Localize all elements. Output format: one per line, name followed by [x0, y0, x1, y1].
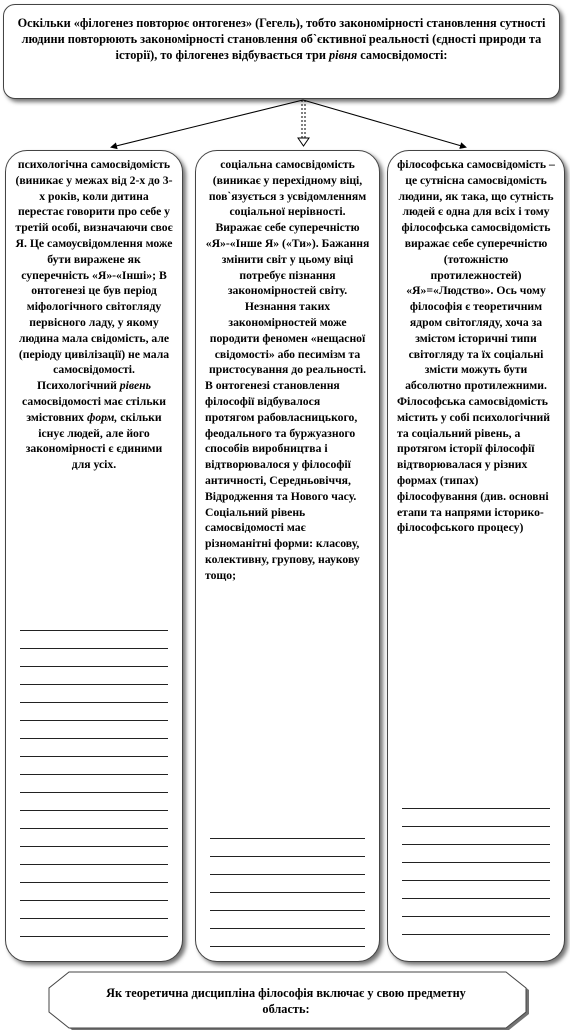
subject-area-box — [42, 968, 530, 1030]
intro-box — [3, 4, 560, 99]
blank-lines — [20, 613, 168, 937]
philosophical-text-2: Філософська самосвідомість містить у собі психологічний та соціальний рівень, а протягом історії філософії відтворювалася у різних формах (типах) філософування (див. основні етапи та напрями історико-філософського процесу) — [397, 394, 551, 535]
social-text-2: В онтогенезі становлення філософії відбувалося протягом рабовласницького, феодального та буржуазного способів виробництва і відтворювалося у філософії античності, Середньовіччя, Відродження та Нового часу. Соціальний рівень самосвідомості має різноманітні форми: класову, колективну, групову, наукову тощо; — [205, 379, 360, 582]
social-title: соціальна самосвідомість — [220, 158, 355, 171]
philosophical-title: філософська самосвідомість — [397, 158, 547, 171]
subject-area-text: Як теоретична дисципліна філософія включає у свою предметну область: — [106, 986, 466, 1016]
intro-text: Оскільки «філогенез повторює онтогенез» (Гегель), тобто закономірності становлення сутності людини повторюють закономірності становлення об`єктивної реальності (єдності природи та історії), то філогенез відбувається три рівня самосвідомості: — [17, 16, 546, 62]
arrow-head-social — [298, 138, 309, 146]
social-level-box — [195, 150, 380, 962]
social-text-1: (виникає у перехідному віці, пов`язується з усвідомленням соціальної нерівності. Виражає себе суперечністю «Я»-«Інше Я» («Ти»). Бажання змінити світ у цьому віці потребує пізнання закономірностей світу. Незнання таких закономірностей може породити феномен «нещасної свідомості» або песимізм та пристосування до реальності. — [205, 173, 370, 377]
arrow-to-psychological — [112, 100, 303, 147]
philosophical-level-box — [387, 150, 565, 962]
blank-lines — [402, 791, 550, 935]
psychological-title: психологічна самосвідомість — [17, 158, 171, 171]
philosophical-text-1: – це сутнісна самосвідомість людини, як така, що сутність людей є одна для всіх і тому філософська самосвідомість виражає себе суперечністю (тотожністю протилежностей) «Я»=«Людство». Ось чому філософія є теоретичним ядром світогляду, хоча за змістом історичні типи світогляду та їх соціальні змісти можуть бути абсолютно протилежними. — [398, 158, 555, 393]
psychological-level-box — [5, 150, 183, 962]
arrow-to-philosophical — [303, 100, 465, 147]
blank-lines — [210, 821, 365, 947]
psychological-text: (виникає у межах від 2-х до 3-х років, коли дитина перестає говорити про себе у третій особі, визначаючи своє Я. Це самоусвідомлення може бути виражене як суперечність «Я»-«Інші»; В онтогенезі це був період міфологічного світогляду первісного ладу, у якому людина мала свідомість, але (періоду цивілізації) не мала самосвідомості. Психологічний рівень самосвідомості має стільки змістовних форм, скільки існує людей, але його закономірності є єдиними для усіх. — [15, 173, 173, 472]
